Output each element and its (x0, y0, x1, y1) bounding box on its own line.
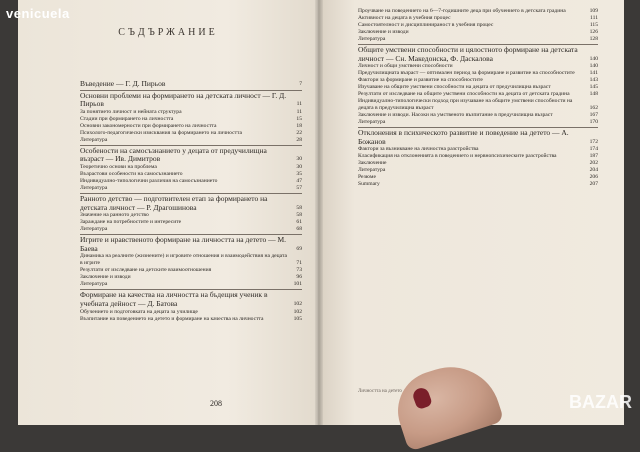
toc-section (80, 281, 302, 288)
toc-entry-title: Заключение и изводи (80, 274, 131, 281)
toc-entry-page: 102 (293, 308, 302, 315)
toc-entry-title: Теоретично основи на проблема (80, 163, 157, 170)
toc-entry-title: Стадии при формирането на личността (80, 115, 174, 122)
page-heading: СЪДЪРЖАНИЕ (118, 27, 218, 38)
toc-entry-page: 30 (296, 156, 302, 163)
toc-entry-page: 148 (589, 91, 598, 98)
toc-section (80, 171, 302, 178)
toc-chapter (358, 46, 598, 63)
toc-entry-title: Зараждане на потребностите и интересите (80, 219, 182, 226)
toc-entry-title: Активност на децата в учебния процес (358, 15, 451, 21)
toc-entry-page: 61 (296, 219, 302, 226)
toc-entry-title: Литература (80, 184, 108, 191)
toc-entry-title: Литература (80, 281, 108, 288)
toc-entry-page: 71 (296, 260, 302, 267)
toc-entry-page: 73 (296, 267, 302, 274)
open-book (18, 0, 624, 425)
toc-entry-title: Резултати от изследване на общите умствени способности на децата от детската градина (358, 91, 570, 98)
toc-entry-title: Класификация на отклоненията в поведението и нервнопсихическите разстройства (358, 153, 557, 160)
toc-entry-page: 141 (589, 70, 598, 77)
watermark-logo: venicuela (6, 6, 70, 21)
toc-entry-page: 35 (296, 170, 302, 177)
watermark-bazar: BAZAR (569, 392, 632, 412)
toc-entry-page: 69 (296, 245, 302, 252)
toc-entry-title: Значение на ранното детство (80, 212, 149, 219)
toc-entry-page: 28 (296, 136, 302, 143)
toc-entry-title: Литература (358, 167, 386, 174)
toc-entry-title: Основни проблеми на формирането на детската личност — Г. Д. Пирьов (80, 90, 287, 109)
toc-entry-title: Ранното детство — подготвителен етап за формирането на детската личност — Р. Драгошинова (80, 193, 268, 212)
toc-entry-page: 202 (589, 160, 598, 167)
toc-entry-title: Фактори за възникване на личностна разстройства (358, 146, 479, 153)
toc-entry-page: 58 (296, 212, 302, 219)
toc-entry-page: 57 (296, 184, 302, 191)
toc-entry-title: Обучението и подготовката на децата за училище (80, 308, 198, 315)
toc-entry-page: 115 (589, 22, 598, 28)
toc-entry-title: Самостоятелност и дисциплинираност в учебния процес (358, 22, 494, 28)
toc-section (80, 123, 302, 130)
toc-entry-page: 174 (589, 146, 598, 153)
toc-section (358, 98, 598, 112)
toc-section (80, 226, 302, 233)
toc-entry-page: 105 (293, 315, 302, 322)
toc-entry-page: 96 (296, 274, 302, 281)
toc-section (80, 109, 302, 116)
toc-entry-title: Индивидуално-типологически подход при изучаване на общите умствени способности на децата в предучилищна възраст (358, 98, 573, 112)
toc-entry-page: 111 (590, 15, 598, 21)
toc-section (80, 185, 302, 192)
toc-entry-page: 187 (589, 153, 598, 160)
toc-entry-title: Заключение и изводи. Насоки на умственото възпитание в предучилищна възраст (358, 112, 553, 119)
toc-entry-page: 18 (296, 122, 302, 129)
toc-entry-page: 145 (589, 84, 598, 91)
toc-entry-page: 126 (589, 29, 598, 35)
toc-entry-title: Възпитание на поведението на детето и формиране на качества на личността (80, 315, 264, 322)
toc-chapter (80, 236, 302, 253)
toc-entry-page: 47 (296, 177, 302, 184)
toc-entry-title: Фактори за формиране и развитие на способностите (358, 77, 483, 84)
toc-entry-page: 206 (589, 174, 598, 181)
toc-right (358, 8, 598, 188)
toc-entry-title: Динамика на реалните (жизнените) и игровите отношения и взаимодействия на децата в игрите (80, 253, 287, 267)
toc-entry-title: Литература (358, 36, 386, 42)
toc-section (358, 29, 598, 36)
toc-chapter (80, 147, 302, 164)
toc-chapter (80, 291, 302, 308)
toc-entry-page: 102 (293, 300, 302, 307)
toc-section (358, 36, 598, 43)
toc-entry-page: 170 (589, 119, 598, 126)
toc-entry-page: 162 (589, 105, 598, 112)
toc-section (80, 219, 302, 226)
right-page (318, 0, 624, 425)
toc-entry-page: 143 (589, 77, 598, 84)
toc-entry-title: Резултати от изследване на детските взаимоотношения (80, 267, 212, 274)
toc-entry-title: Индивидуално-типологични различия на самосъзнанието (80, 177, 218, 184)
toc-entry-title: Предучилищната възраст — оптимален период за формиране и развитие на способностите (358, 70, 575, 77)
toc-entry-page: 167 (589, 112, 598, 119)
toc-section (80, 130, 302, 137)
toc-section (358, 160, 598, 167)
toc-section (80, 267, 302, 274)
toc-section (358, 119, 598, 126)
toc-entry-title: Изучаване на общите умствени способности на децата от предучилищна възраст (358, 84, 551, 91)
toc-entry-title: Психолого-педагогически изисквания за формирането на личността (80, 129, 243, 136)
toc-section (358, 181, 598, 188)
toc-entry-title: Литература (358, 119, 386, 126)
book-gutter (315, 0, 323, 425)
toc-entry-title: Заключение (358, 160, 387, 167)
toc-left (80, 80, 302, 323)
toc-entry-title: Резюме (358, 174, 376, 181)
toc-entry-page: 128 (589, 36, 598, 42)
toc-entry-page: 204 (589, 167, 598, 174)
toc-entry-page: 15 (296, 115, 302, 122)
toc-entry-title: За понятието личност и нейната структура (80, 108, 182, 115)
toc-section (358, 167, 598, 174)
toc-entry-title: Игрите и нравственото формиране на личността на детето — М. Баева (80, 235, 286, 253)
toc-section (358, 153, 598, 160)
toc-section (80, 274, 302, 281)
toc-section (358, 22, 598, 29)
toc-entry-page: 140 (589, 63, 598, 70)
toc-section (358, 15, 598, 22)
toc-entry-page: 30 (296, 163, 302, 170)
toc-section (358, 112, 598, 119)
running-footer: Личността на детето (358, 389, 402, 394)
toc-entry-page: 11 (296, 108, 302, 115)
toc-entry-title: Възрастови особености на самосъзнанието (80, 170, 183, 177)
toc-entry-title: Заключение и изводи (358, 29, 409, 35)
toc-entry-title: Общите умствени способности и цялостното формиране на детската личност — Сн. Македонска, Ф. Даскалова (358, 45, 578, 63)
toc-entry-page: 11 (296, 101, 302, 108)
toc-section (80, 116, 302, 123)
toc-section (80, 309, 302, 316)
toc-entry-title: Литература (80, 226, 108, 233)
toc-section (80, 164, 302, 171)
toc-entry-page: 172 (589, 138, 598, 145)
toc-entry-page: 68 (296, 226, 302, 233)
toc-entry-title: Формиране на качества на личността на бъдещия ученик в учебната дейност — Д. Батова (80, 290, 268, 308)
toc-entry-title: Summary (358, 181, 380, 188)
toc-section (80, 178, 302, 185)
toc-section (358, 8, 598, 15)
toc-chapter (80, 80, 302, 89)
toc-chapter (358, 129, 598, 146)
toc-entry-page: 58 (296, 204, 302, 211)
toc-entry-title: Основни закономерности при формирането на личността (80, 122, 217, 129)
toc-section (80, 316, 302, 323)
toc-entry-page: 109 (589, 8, 598, 14)
toc-chapter (80, 92, 302, 109)
toc-entry-title: Личност и общи умствени способности (358, 63, 453, 70)
toc-entry-page: 207 (589, 181, 598, 188)
toc-entry-page: 7 (299, 81, 302, 87)
toc-entry-page: 101 (293, 281, 302, 288)
page-number-left: 208 (210, 399, 222, 408)
toc-entry-page: 140 (589, 55, 598, 62)
toc-entry-title: Литература (80, 136, 108, 143)
toc-section (80, 137, 302, 144)
toc-entry-title: Проучване на поведението на 6—7-годишните деца при обучението в детската градина (358, 8, 566, 14)
toc-entry-page: 22 (296, 129, 302, 136)
toc-entry-title: Въведение — Г. Д. Пирьов (80, 79, 166, 88)
toc-section (358, 174, 598, 181)
toc-chapter (80, 195, 302, 212)
toc-entry-title: Особености на самосъзнанието у децата от предучилищна възраст — Ив. Димитров (80, 145, 267, 164)
toc-section (80, 253, 302, 267)
left-page (18, 0, 318, 425)
toc-entry-title: Отклонения в психическото развитие и поведение на детето — А. Божанов (358, 128, 569, 146)
